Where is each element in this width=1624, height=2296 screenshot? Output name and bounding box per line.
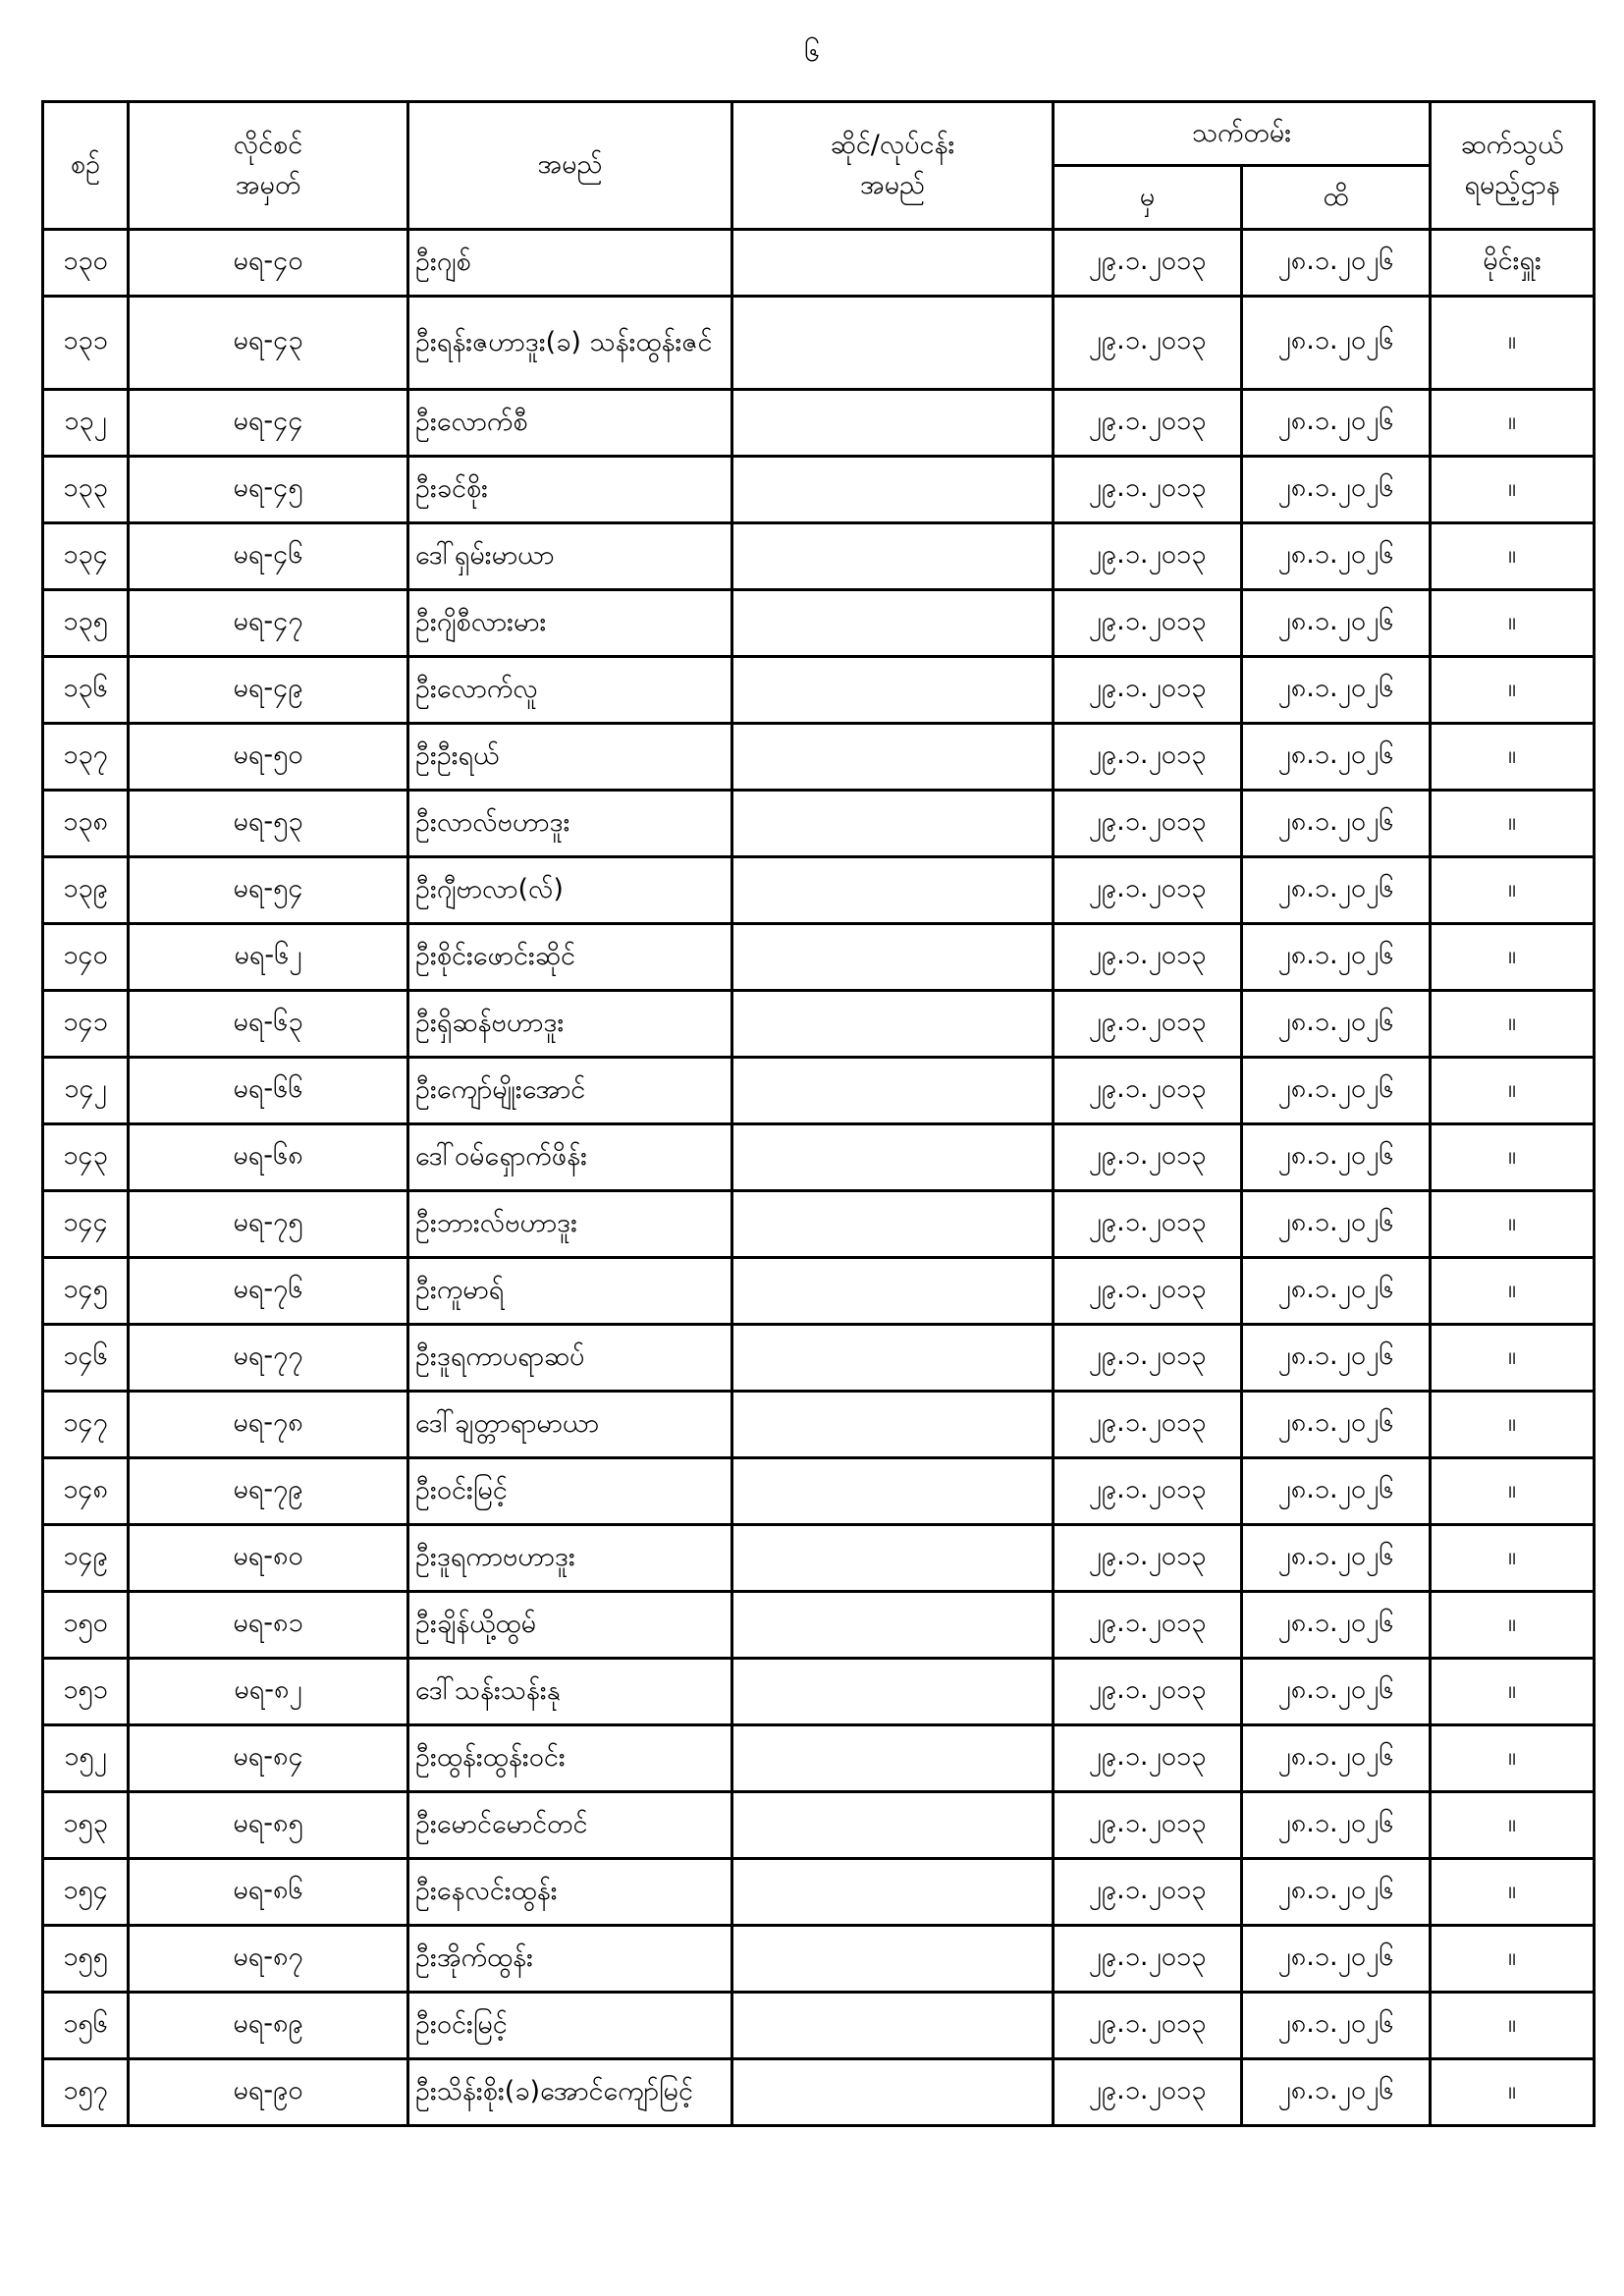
valid-to-cell: ၂၈.၁.၂၀၂၆ <box>1242 230 1431 297</box>
header-name: အမည် <box>408 102 732 230</box>
contact-office-cell: ။ <box>1431 1792 1595 1859</box>
contact-office-cell: မိုင်းရှူး <box>1431 230 1595 297</box>
valid-to-cell: ၂၈.၁.၂၀၂၆ <box>1242 1659 1431 1725</box>
page-number: ၆ <box>804 35 820 68</box>
valid-to-cell: ၂၈.၁.၂၀၂၆ <box>1242 1258 1431 1325</box>
table-row <box>43 1392 1595 1458</box>
name-cell: ဦးစိုင်းဖောင်းဆိုင် <box>408 924 732 991</box>
shop-name-cell <box>732 991 1054 1058</box>
name-cell: ဦးဂျီဗာလာ(လ်) <box>408 857 732 924</box>
valid-to-cell: ၂၈.၁.၂၀၂၆ <box>1242 1725 1431 1792</box>
name-cell: ဦးခင်စိုး <box>408 457 732 523</box>
license-no-cell: မရ-၄၆ <box>129 523 408 590</box>
valid-to-cell: ၂၈.၁.၂၀၂၆ <box>1242 724 1431 791</box>
table-row <box>43 857 1595 924</box>
license-no-cell: မရ-၅၀ <box>129 724 408 791</box>
valid-from-cell: ၂၉.၁.၂၀၁၃ <box>1054 1659 1242 1725</box>
table-row <box>43 297 1595 390</box>
shop-name-cell <box>732 1258 1054 1325</box>
name-cell: ဦးဒူရကာပရာဆပ် <box>408 1325 732 1392</box>
valid-from-cell: ၂၉.၁.၂၀၁၃ <box>1054 390 1242 457</box>
valid-from-cell: ၂၉.၁.၂၀၁၃ <box>1054 1191 1242 1258</box>
contact-office-cell: ။ <box>1431 724 1595 791</box>
serial-no-cell: ၁၄၅ <box>43 1258 129 1325</box>
license-no-cell: မရ-၈၄ <box>129 1725 408 1792</box>
serial-no-cell: ၁၄၁ <box>43 991 129 1058</box>
header-shop-line-1: ဆိုင်/လုပ်ငန်း <box>830 130 955 160</box>
serial-no-cell: ၁၅၃ <box>43 1792 129 1859</box>
table-row <box>43 1258 1595 1325</box>
valid-from-cell: ၂၉.၁.၂၀၁၃ <box>1054 1792 1242 1859</box>
contact-office-cell: ။ <box>1431 1993 1595 2059</box>
header-license-no <box>129 102 408 230</box>
valid-to-cell: ၂၈.၁.၂၀၂၆ <box>1242 1926 1431 1993</box>
name-cell: ဦးဒူရကာဗဟာဒူး <box>408 1525 732 1592</box>
valid-from-cell: ၂၉.၁.၂၀၁၃ <box>1054 991 1242 1058</box>
contact-office-cell: ။ <box>1431 1592 1595 1659</box>
license-no-cell: မရ-၆၆ <box>129 1058 408 1124</box>
license-no-cell: မရ-၇၇ <box>129 1325 408 1392</box>
serial-no-cell: ၁၃၂ <box>43 390 129 457</box>
serial-no-cell: ၁၃၈ <box>43 791 129 857</box>
contact-office-cell: ။ <box>1431 791 1595 857</box>
valid-from-cell: ၂၉.၁.၂၀၁၃ <box>1054 1525 1242 1592</box>
shop-name-cell <box>732 390 1054 457</box>
contact-office-cell: ။ <box>1431 1392 1595 1458</box>
name-cell: ဦးရန်းဇဟာဒူး(ခ) သန်းထွန်းဇင် <box>408 297 732 390</box>
license-no-cell: မရ-၈၂ <box>129 1659 408 1725</box>
valid-to-cell: ၂၈.၁.၂၀၂၆ <box>1242 390 1431 457</box>
license-no-cell: မရ-၈၆ <box>129 1859 408 1926</box>
valid-from-cell: ၂၉.၁.၂၀၁၃ <box>1054 297 1242 390</box>
table-row <box>43 230 1595 297</box>
valid-from-cell: ၂၉.၁.၂၀၁၃ <box>1054 1926 1242 1993</box>
serial-no-cell: ၁၅၄ <box>43 1859 129 1926</box>
name-cell: ဒေါ်ဝမ်ရှောက်ဖိန်း <box>408 1124 732 1191</box>
valid-from-cell: ၂၉.၁.၂၀၁၃ <box>1054 857 1242 924</box>
serial-no-cell: ၁၄၀ <box>43 924 129 991</box>
name-cell: ဦးကျော်မျိုးအောင် <box>408 1058 732 1124</box>
table-header <box>43 102 1595 230</box>
table-row <box>43 991 1595 1058</box>
header-shop-line-2: အမည် <box>859 169 926 200</box>
valid-to-cell: ၂၈.၁.၂၀၂၆ <box>1242 1458 1431 1525</box>
table-row <box>43 1058 1595 1124</box>
serial-no-cell: ၁၅၂ <box>43 1725 129 1792</box>
header-valid-to: ထိ <box>1242 166 1431 230</box>
serial-no-cell: ၁၄၄ <box>43 1191 129 1258</box>
serial-no-cell: ၁၃၆ <box>43 657 129 724</box>
valid-from-cell: ၂၉.၁.၂၀၁၃ <box>1054 1993 1242 2059</box>
license-no-cell: မရ-၇၆ <box>129 1258 408 1325</box>
name-cell: ဦးဘားလ်ဗဟာဒူး <box>408 1191 732 1258</box>
contact-office-cell: ။ <box>1431 1659 1595 1725</box>
name-cell: ဦးသိန်းစိုး(ခ)အောင်ကျော်မြင့် <box>408 2059 732 2126</box>
valid-from-cell: ၂၉.၁.၂၀၁၃ <box>1054 1124 1242 1191</box>
shop-name-cell <box>732 1525 1054 1592</box>
contact-office-cell: ။ <box>1431 1258 1595 1325</box>
header-license-line-1: လိုင်စင် <box>233 130 303 160</box>
table-row <box>43 390 1595 457</box>
shop-name-cell <box>732 1926 1054 1993</box>
header-office-line-1: ဆက်သွယ် <box>1460 130 1564 160</box>
name-cell: ဒေါ်ရှမ်းမာယာ <box>408 523 732 590</box>
name-cell: ဒေါ်ချတ္တာရာမာယာ <box>408 1392 732 1458</box>
valid-from-cell: ၂၉.၁.၂၀၁၃ <box>1054 1725 1242 1792</box>
table-row <box>43 1458 1595 1525</box>
valid-from-cell: ၂၉.၁.၂၀၁၃ <box>1054 1258 1242 1325</box>
table-row <box>43 1792 1595 1859</box>
valid-from-cell: ၂၉.၁.၂၀၁၃ <box>1054 924 1242 991</box>
license-no-cell: မရ-၇၅ <box>129 1191 408 1258</box>
serial-no-cell: ၁၃၇ <box>43 724 129 791</box>
serial-no-cell: ၁၄၂ <box>43 1058 129 1124</box>
table-row <box>43 2059 1595 2126</box>
table-row <box>43 1124 1595 1191</box>
valid-from-cell: ၂၉.၁.၂၀၁၃ <box>1054 1458 1242 1525</box>
contact-office-cell: ။ <box>1431 390 1595 457</box>
name-cell: ဦးလောက်လူ <box>408 657 732 724</box>
license-no-cell: မရ-၇၈ <box>129 1392 408 1458</box>
shop-name-cell <box>732 1725 1054 1792</box>
license-no-cell: မရ-၆၈ <box>129 1124 408 1191</box>
name-cell: ဦးဂျစ် <box>408 230 732 297</box>
serial-no-cell: ၁၅၁ <box>43 1659 129 1725</box>
contact-office-cell: ။ <box>1431 523 1595 590</box>
valid-from-cell: ၂၉.၁.၂၀၁၃ <box>1054 791 1242 857</box>
valid-from-cell: ၂၉.၁.၂၀၁၃ <box>1054 657 1242 724</box>
table-row <box>43 1926 1595 1993</box>
table-body <box>43 230 1595 2126</box>
valid-from-cell: ၂၉.၁.၂၀၁၃ <box>1054 590 1242 657</box>
valid-to-cell: ၂၈.၁.၂၀၂၆ <box>1242 1993 1431 2059</box>
contact-office-cell: ။ <box>1431 1725 1595 1792</box>
license-no-cell: မရ-၈၇ <box>129 1926 408 1993</box>
contact-office-cell: ။ <box>1431 1058 1595 1124</box>
contact-office-cell: ။ <box>1431 2059 1595 2126</box>
contact-office-cell: ။ <box>1431 1926 1595 1993</box>
valid-to-cell: ၂၈.၁.၂၀၂၆ <box>1242 1191 1431 1258</box>
valid-to-cell: ၂၈.၁.၂၀၂၆ <box>1242 991 1431 1058</box>
shop-name-cell <box>732 1592 1054 1659</box>
serial-no-cell: ၁၅၅ <box>43 1926 129 1993</box>
license-no-cell: မရ-၄၃ <box>129 297 408 390</box>
license-no-cell: မရ-၈၉ <box>129 1993 408 2059</box>
shop-name-cell <box>732 657 1054 724</box>
table-row <box>43 1525 1595 1592</box>
shop-name-cell <box>732 1993 1054 2059</box>
license-no-cell: မရ-၄၉ <box>129 657 408 724</box>
name-cell: ဦးမောင်မောင်တင် <box>408 1792 732 1859</box>
name-cell: ဦးလောက်စီ <box>408 390 732 457</box>
serial-no-cell: ၁၅၀ <box>43 1592 129 1659</box>
contact-office-cell: ။ <box>1431 1191 1595 1258</box>
valid-to-cell: ၂၈.၁.၂၀၂၆ <box>1242 1325 1431 1392</box>
table-row <box>43 457 1595 523</box>
valid-to-cell: ၂၈.၁.၂၀၂၆ <box>1242 924 1431 991</box>
contact-office-cell: ။ <box>1431 1458 1595 1525</box>
shop-name-cell <box>732 724 1054 791</box>
serial-no-cell: ၁၄၈ <box>43 1458 129 1525</box>
license-no-cell: မရ-၈၁ <box>129 1592 408 1659</box>
valid-to-cell: ၂၈.၁.၂၀၂၆ <box>1242 457 1431 523</box>
valid-from-cell: ၂၉.၁.၂၀၁၃ <box>1054 1392 1242 1458</box>
serial-no-cell: ၁၃၄ <box>43 523 129 590</box>
serial-no-cell: ၁၄၇ <box>43 1392 129 1458</box>
name-cell: ဦးရှိဆန်ဗဟာဒူး <box>408 991 732 1058</box>
table-row <box>43 1191 1595 1258</box>
serial-no-cell: ၁၄၆ <box>43 1325 129 1392</box>
license-no-cell: မရ-၇၉ <box>129 1458 408 1525</box>
serial-no-cell: ၁၃၃ <box>43 457 129 523</box>
valid-to-cell: ၂၈.၁.၂၀၂၆ <box>1242 657 1431 724</box>
shop-name-cell <box>732 230 1054 297</box>
valid-to-cell: ၂၈.၁.၂၀၂၆ <box>1242 857 1431 924</box>
valid-from-cell: ၂၉.၁.၂၀၁၃ <box>1054 2059 1242 2126</box>
valid-to-cell: ၂၈.၁.၂၀၂၆ <box>1242 523 1431 590</box>
serial-no-cell: ၁၃၁ <box>43 297 129 390</box>
shop-name-cell <box>732 590 1054 657</box>
shop-name-cell <box>732 1325 1054 1392</box>
license-no-cell: မရ-၄၇ <box>129 590 408 657</box>
name-cell: ဦးချိန်ယို့ထွမ် <box>408 1592 732 1659</box>
shop-name-cell <box>732 1392 1054 1458</box>
header-serial-no: စဉ် <box>43 102 129 230</box>
name-cell: ဦးဂျိစီလားမား <box>408 590 732 657</box>
table-row <box>43 523 1595 590</box>
license-no-cell: မရ-၅၄ <box>129 857 408 924</box>
contact-office-cell: ။ <box>1431 857 1595 924</box>
valid-to-cell: ၂၈.၁.၂၀၂၆ <box>1242 1525 1431 1592</box>
valid-to-cell: ၂၈.၁.၂၀၂၆ <box>1242 1592 1431 1659</box>
contact-office-cell: ။ <box>1431 457 1595 523</box>
shop-name-cell <box>732 1792 1054 1859</box>
shop-name-cell <box>732 857 1054 924</box>
valid-to-cell: ၂၈.၁.၂၀၂၆ <box>1242 1124 1431 1191</box>
name-cell: ဦးဝင်းမြင့် <box>408 1993 732 2059</box>
valid-from-cell: ၂၉.၁.၂၀၁၃ <box>1054 1058 1242 1124</box>
shop-name-cell <box>732 1458 1054 1525</box>
contact-office-cell: ။ <box>1431 1124 1595 1191</box>
license-no-cell: မရ-၄၀ <box>129 230 408 297</box>
header-shop-name <box>732 102 1054 230</box>
serial-no-cell: ၁၄၃ <box>43 1124 129 1191</box>
license-no-cell: မရ-၉၀ <box>129 2059 408 2126</box>
contact-office-cell: ။ <box>1431 297 1595 390</box>
valid-to-cell: ၂၈.၁.၂၀၂၆ <box>1242 1392 1431 1458</box>
shop-name-cell <box>732 523 1054 590</box>
header-validity: သက်တမ်း <box>1054 102 1431 166</box>
table-row <box>43 1592 1595 1659</box>
name-cell: ဦးအိုက်ထွန်း <box>408 1926 732 1993</box>
valid-from-cell: ၂၉.၁.၂၀၁၃ <box>1054 523 1242 590</box>
license-no-cell: မရ-၄၄ <box>129 390 408 457</box>
valid-from-cell: ၂၉.၁.၂၀၁၃ <box>1054 230 1242 297</box>
table-row <box>43 791 1595 857</box>
shop-name-cell <box>732 924 1054 991</box>
table-row <box>43 1725 1595 1792</box>
serial-no-cell: ၁၅၆ <box>43 1993 129 2059</box>
contact-office-cell: ။ <box>1431 1859 1595 1926</box>
table-row <box>43 590 1595 657</box>
valid-to-cell: ၂၈.၁.၂၀၂၆ <box>1242 590 1431 657</box>
contact-office-cell: ။ <box>1431 657 1595 724</box>
valid-to-cell: ၂၈.၁.၂၀၂၆ <box>1242 2059 1431 2126</box>
serial-no-cell: ၁၃၅ <box>43 590 129 657</box>
valid-to-cell: ၂၈.၁.၂၀၂၆ <box>1242 297 1431 390</box>
serial-no-cell: ၁၅၇ <box>43 2059 129 2126</box>
valid-from-cell: ၂၉.၁.၂၀၁၃ <box>1054 1592 1242 1659</box>
shop-name-cell <box>732 1124 1054 1191</box>
valid-to-cell: ၂၈.၁.၂၀၂၆ <box>1242 791 1431 857</box>
header-valid-from: မှ <box>1054 166 1242 230</box>
name-cell: ဦးဦးရယ် <box>408 724 732 791</box>
shop-name-cell <box>732 1191 1054 1258</box>
header-contact-office <box>1431 102 1595 230</box>
contact-office-cell: ။ <box>1431 1525 1595 1592</box>
valid-to-cell: ၂၈.၁.၂၀၂၆ <box>1242 1859 1431 1926</box>
contact-office-cell: ။ <box>1431 590 1595 657</box>
serial-no-cell: ၁၃၀ <box>43 230 129 297</box>
shop-name-cell <box>732 791 1054 857</box>
shop-name-cell <box>732 457 1054 523</box>
valid-from-cell: ၂၉.၁.၂၀၁၃ <box>1054 1859 1242 1926</box>
license-no-cell: မရ-၈၀ <box>129 1525 408 1592</box>
license-no-cell: မရ-၆၃ <box>129 991 408 1058</box>
license-no-cell: မရ-၈၅ <box>129 1792 408 1859</box>
valid-to-cell: ၂၈.၁.၂၀၂၆ <box>1242 1058 1431 1124</box>
shop-name-cell <box>732 1859 1054 1926</box>
table-row <box>43 1659 1595 1725</box>
valid-from-cell: ၂၉.၁.၂၀၁၃ <box>1054 724 1242 791</box>
name-cell: ဦးထွန်းထွန်းဝင်း <box>408 1725 732 1792</box>
contact-office-cell: ။ <box>1431 1325 1595 1392</box>
header-license-line-2: အမှတ် <box>235 169 301 200</box>
name-cell: ဦးလာလ်ဗဟာဒူး <box>408 791 732 857</box>
shop-name-cell <box>732 2059 1054 2126</box>
serial-no-cell: ၁၄၉ <box>43 1525 129 1592</box>
shop-name-cell <box>732 297 1054 390</box>
shop-name-cell <box>732 1058 1054 1124</box>
serial-no-cell: ၁၃၉ <box>43 857 129 924</box>
name-cell: ဒေါ်သန်းသန်းနု <box>408 1659 732 1725</box>
name-cell: ဦးနေလင်းထွန်း <box>408 1859 732 1926</box>
table-row <box>43 924 1595 991</box>
name-cell: ဦးဝင်းမြင့် <box>408 1458 732 1525</box>
license-no-cell: မရ-၄၅ <box>129 457 408 523</box>
valid-from-cell: ၂၉.၁.၂၀၁၃ <box>1054 1325 1242 1392</box>
contact-office-cell: ။ <box>1431 991 1595 1058</box>
license-no-cell: မရ-၅၃ <box>129 791 408 857</box>
table-row <box>43 1325 1595 1392</box>
contact-office-cell: ။ <box>1431 924 1595 991</box>
table-row <box>43 657 1595 724</box>
header-office-line-2: ရမည့်ဌာန <box>1464 169 1560 200</box>
license-no-cell: မရ-၆၂ <box>129 924 408 991</box>
shop-name-cell <box>732 1659 1054 1725</box>
valid-from-cell: ၂၉.၁.၂၀၁၃ <box>1054 457 1242 523</box>
license-table <box>41 100 1596 2127</box>
table-row <box>43 724 1595 791</box>
table-row <box>43 1993 1595 2059</box>
table-row <box>43 1859 1595 1926</box>
valid-to-cell: ၂၈.၁.၂၀၂၆ <box>1242 1792 1431 1859</box>
name-cell: ဦးကူမာရ် <box>408 1258 732 1325</box>
